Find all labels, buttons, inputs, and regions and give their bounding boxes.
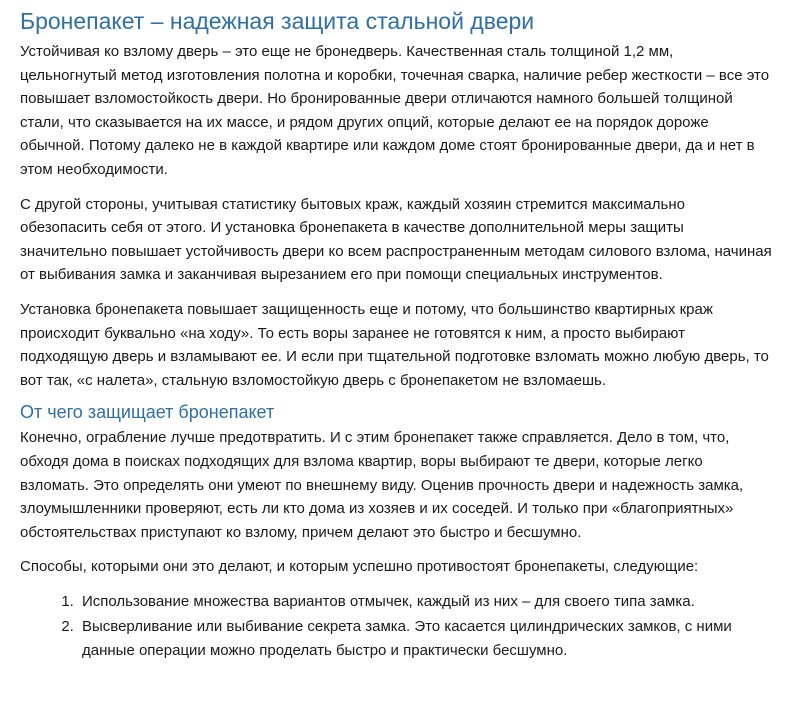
- document-title: Бронепакет – надежная защита стальной двери: [20, 8, 535, 34]
- list-item: 1. Использование множества вариантов отмычек, каждый из них – для своего типа замка.: [78, 590, 774, 614]
- numbered-list: [20, 590, 774, 663]
- list-item: 2. Высверливание или выбивание секрета замка. Это касается цилиндрических замков, с ними данные операции можно проделать быстро и практически бесшумно.: [78, 615, 774, 662]
- paragraph: С другой стороны, учитывая статистику бытовых краж, каждый хозяин стремится максимально обезопасить себя от этого. И установка бронепакета в качестве дополнительной меры защиты значительно повышает устойчивость двери ко всем распространенным методам силового взлома, начиная от выбивания замка и заканчивая вырезанием его при помощи специальных инструментов.: [20, 195, 772, 284]
- paragraph: Способы, которыми они это делают, и которым успешно противостоят бронепакеты, следующие:: [20, 558, 699, 576]
- paragraph: Устойчивая ко взлому дверь – это еще не бронедверь. Качественная сталь толщиной 1,2 мм, цельногнутый метод изготовления полотна и коробки, точечная сварка, наличие ребер жесткости – все это повышает взломостойкость двери. Но бронированные двери отличаются намного большей толщиной стали, что сказывается на их массе, и рядом других опций, которые делают ее на порядок дороже обычной. Потому далеко не в каждой квартире или каждом доме стоят бронированные двери, да и нет в этом необходимости.: [20, 43, 770, 178]
- section-heading: От чего защищает бронепакет: [20, 402, 275, 423]
- paragraph: Конечно, ограбление лучше предотвратить. И с этим бронепакет также справляется. Дело в том, что, обходя дома в поисках подходящих для взлома квартир, воры выбирают те двери, которые легко взломать. Это определять они умеют по внешнему виду. Оценив прочность двери и надежность замка, злоумышленники проверяют, есть ли кто дома из хозяев и их соседей. И только при «благоприятных» обстоятельствах приступают ко взлому, причем делают это быстро и бесшумно.: [20, 429, 744, 541]
- paragraph: Установка бронепакета повышает защищенность еще и потому, что большинство квартирных краж происходит буквально «на ходу». То есть воры заранее не готовятся к ним, а просто выбирают подходящую дверь и взламывают ее. И если при тщательной подготовке взломать можно любую дверь, то вот так, «с налета», стальную взломостойкую дверь с бронепакетом не взломаешь.: [20, 300, 769, 389]
